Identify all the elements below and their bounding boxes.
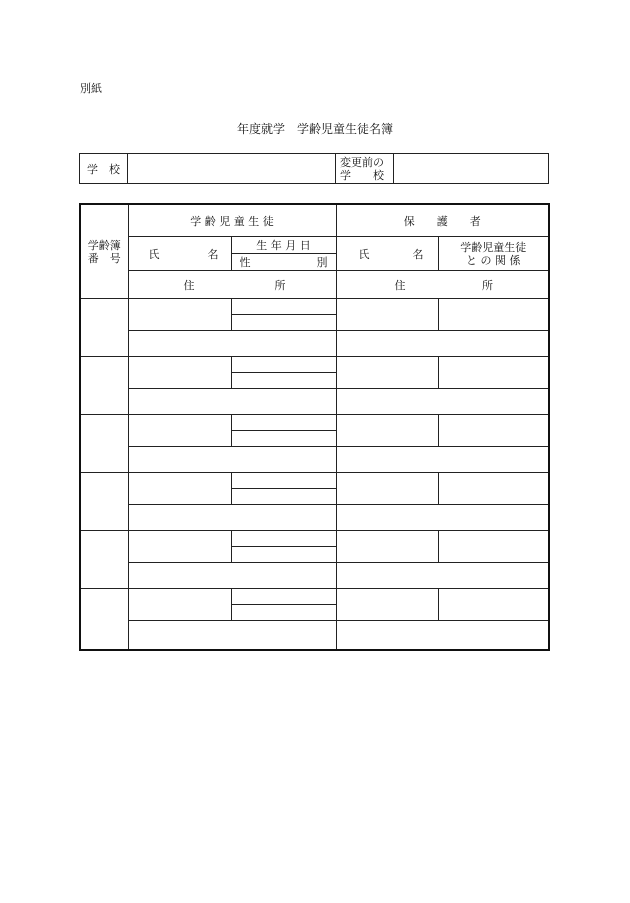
gender-cell[interactable] [231,547,336,563]
relationship-cell[interactable] [438,589,549,621]
guardian-name-cell[interactable] [336,531,438,563]
school-input[interactable] [128,154,336,184]
birthdate-cell[interactable] [231,531,336,547]
register-number-header [80,204,128,299]
guardian-name-header [336,237,438,271]
birthdate-cell[interactable] [231,299,336,315]
relationship-header [438,237,549,271]
student-name-header-a: 氏 [148,247,160,261]
attachment-label: 別紙 [80,82,102,95]
student-address-cell[interactable] [128,447,336,473]
register-number-cell[interactable] [80,415,128,473]
document-title: 年度就学 学齢児童生徒名簿 [236,122,393,136]
register-number-header-line2: 番 号 [87,251,121,265]
relationship-cell[interactable] [438,357,549,389]
school-label: 学 校 [80,154,128,184]
gender-header [231,254,336,271]
student-name-cell[interactable] [128,299,231,331]
guardian-address-cell[interactable] [336,563,549,589]
prev-school-label-line1: 変更前の [340,155,384,169]
relationship-header-line2: と の 関 係 [466,253,521,267]
gender-cell[interactable] [231,489,336,505]
guardian-name-header-b: 名 [412,247,424,261]
guardian-address-cell[interactable] [336,505,549,531]
guardian-address-cell[interactable] [336,331,549,357]
guardian-address-header-b: 所 [482,278,494,292]
guardian-address-cell[interactable] [336,447,549,473]
register-number-header-line1: 学齢簿 [87,238,121,252]
student-address-header-a: 住 [183,278,195,292]
relationship-header-line1: 学齢児童生徒 [460,240,527,254]
gender-cell[interactable] [231,605,336,621]
student-address-cell[interactable] [128,505,336,531]
student-roster-table [79,203,550,651]
student-name-cell[interactable] [128,473,231,505]
guardian-name-cell[interactable] [336,589,438,621]
birthdate-cell[interactable] [231,415,336,431]
student-address-cell[interactable] [128,563,336,589]
student-address-cell[interactable] [128,621,336,651]
student-address-header-b: 所 [274,278,286,292]
birthdate-header: 生 年 月 日 [231,237,336,254]
birthdate-cell[interactable] [231,357,336,373]
student-address-header [128,271,336,299]
relationship-cell[interactable] [438,531,549,563]
register-number-cell[interactable] [80,589,128,651]
guardian-address-cell[interactable] [336,389,549,415]
prev-school-label-line2: 学 校 [340,168,384,182]
register-number-cell[interactable] [80,531,128,589]
relationship-cell[interactable] [438,473,549,505]
student-address-cell[interactable] [128,331,336,357]
gender-cell[interactable] [231,373,336,389]
relationship-cell[interactable] [438,415,549,447]
guardian-name-cell[interactable] [336,299,438,331]
gender-cell[interactable] [231,431,336,447]
prev-school-label [336,154,394,184]
guardian-name-cell[interactable] [336,415,438,447]
student-name-cell[interactable] [128,357,231,389]
student-name-cell[interactable] [128,589,231,621]
student-name-header-b: 名 [207,247,219,261]
student-address-cell[interactable] [128,389,336,415]
register-number-cell[interactable] [80,357,128,415]
relationship-cell[interactable] [438,299,549,331]
guardian-address-cell[interactable] [336,621,549,651]
register-number-cell[interactable] [80,299,128,357]
register-number-cell[interactable] [80,473,128,531]
student-name-cell[interactable] [128,531,231,563]
gender-header-b: 別 [316,256,328,269]
student-name-cell[interactable] [128,415,231,447]
gender-header-a: 性 [239,256,251,269]
guardian-address-header-a: 住 [394,278,406,292]
school-table [79,153,549,184]
guardian-name-cell[interactable] [336,357,438,389]
gender-cell[interactable] [231,315,336,331]
birthdate-cell[interactable] [231,473,336,489]
birthdate-cell[interactable] [231,589,336,605]
student-group-header: 学 齢 児 童 生 徒 [128,204,336,237]
guardian-group-header: 保 護 者 [336,204,549,237]
guardian-address-header [336,271,549,299]
prev-school-input[interactable] [394,154,549,184]
guardian-name-cell[interactable] [336,473,438,505]
guardian-name-header-a: 氏 [358,247,370,261]
student-name-header [128,237,231,271]
